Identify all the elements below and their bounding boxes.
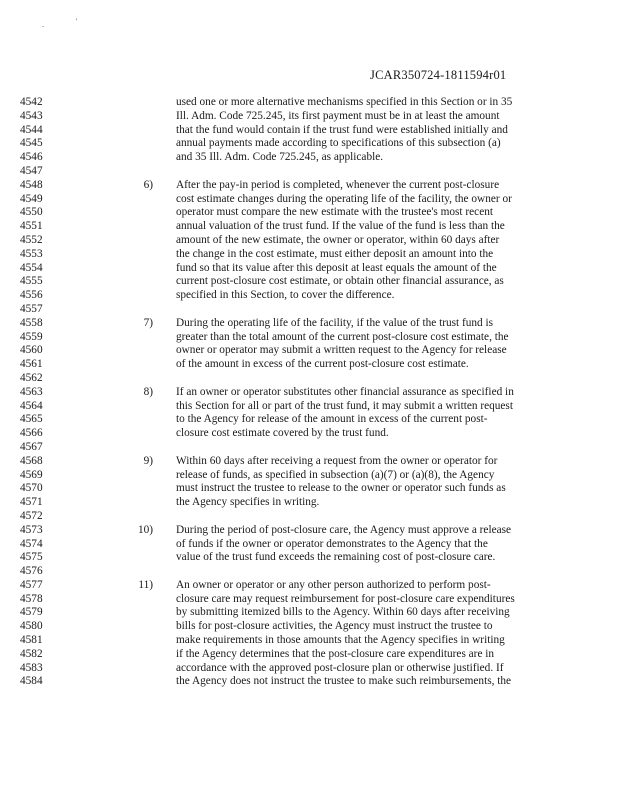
document-body (0, 96, 618, 689)
line-number: 4575 (20, 551, 43, 564)
document-line (0, 151, 618, 165)
document-line (0, 248, 618, 262)
document-line (0, 331, 618, 345)
line-number: 4563 (20, 385, 43, 398)
line-text: if the Agency determines that the post-closure care expenditures are in (176, 647, 495, 660)
line-text: the Agency does not instruct the trustee to make such reimbursements, the (176, 675, 512, 688)
document-line (0, 662, 618, 676)
document-line (0, 551, 618, 565)
line-number: 4549 (20, 192, 43, 205)
document-line (0, 648, 618, 662)
document-line (0, 606, 618, 620)
line-text: the Agency specifies in writing. (176, 496, 320, 509)
document-line (0, 303, 618, 317)
line-text: If an owner or operator substitutes other financial assurance as specified in (176, 385, 514, 398)
line-text: Within 60 days after receiving a request from the owner or operator for (176, 454, 498, 467)
line-number: 4574 (20, 537, 43, 550)
line-text: During the operating life of the facility, if the value of the trust fund is (176, 316, 494, 329)
line-text: used one or more alternative mechanisms specified in this Section or in 35 (176, 96, 513, 108)
document-line (0, 220, 618, 234)
line-text: of the amount in excess of the current post-closure cost estimate. (176, 358, 469, 371)
scan-mark: . (42, 20, 44, 29)
line-text: annual valuation of the trust fund. If the value of the fund is less than the (176, 220, 505, 233)
line-number: 4551 (20, 220, 43, 233)
document-line (0, 620, 618, 634)
line-number: 4569 (20, 468, 43, 481)
document-line (0, 96, 618, 110)
document-line (0, 234, 618, 248)
line-text: and 35 Ill. Adm. Code 725.245, as applicable. (176, 151, 384, 164)
document-line (0, 165, 618, 179)
line-number: 4550 (20, 206, 43, 219)
document-line (0, 441, 618, 455)
line-text: bills for post-closure activities, the Agency must instruct the trustee to (176, 620, 493, 633)
document-line (0, 262, 618, 276)
line-number: 4570 (20, 482, 43, 495)
line-number: 4572 (20, 509, 43, 522)
document-line (0, 538, 618, 552)
line-number: 4584 (20, 675, 43, 688)
line-text: specified in this Section, to cover the difference. (176, 289, 395, 302)
line-number: 4583 (20, 661, 43, 674)
document-line (0, 413, 618, 427)
line-number: 4565 (20, 413, 43, 426)
document-line (0, 344, 618, 358)
document-line (0, 524, 618, 538)
line-text: make requirements in those amounts that the Agency specifies in writing (176, 634, 505, 647)
document-line (0, 206, 618, 220)
document-line (0, 455, 618, 469)
line-number: 4567 (20, 440, 43, 453)
document-line (0, 400, 618, 414)
line-number: 4546 (20, 151, 43, 164)
line-text: current post-closure cost estimate, or obtain other financial assurance, as (176, 275, 504, 288)
document-line (0, 565, 618, 579)
line-text: During the period of post-closure care, the Agency must approve a release (176, 523, 512, 536)
line-number: 4564 (20, 399, 43, 412)
document-line (0, 675, 618, 689)
document-line (0, 372, 618, 386)
line-number: 4579 (20, 606, 43, 619)
line-number: 4556 (20, 289, 43, 302)
line-text: of funds if the owner or operator demonstrates to the Agency that the (176, 537, 488, 550)
line-number: 4554 (20, 261, 43, 274)
line-text: fund so that its value after this deposit at least equals the amount of the (176, 261, 497, 274)
subsection-label: 7) (143, 316, 153, 329)
line-text: to the Agency for release of the amount in excess of the current post- (176, 413, 488, 426)
subsection-label: 6) (143, 178, 153, 191)
document-line (0, 317, 618, 331)
line-text: closure care may request reimbursement for post-closure care expenditures (176, 592, 515, 605)
document-id: JCAR350724-1811594r01 (370, 68, 507, 82)
line-number: 4582 (20, 647, 43, 660)
line-number: 4560 (20, 344, 43, 357)
line-number: 4557 (20, 302, 43, 315)
document-line (0, 358, 618, 372)
line-number: 4548 (20, 178, 43, 191)
line-text: accordance with the approved post-closure plan or otherwise justified. If (176, 661, 504, 674)
line-text: annual payments made according to specifications of this subsection (a) (176, 137, 501, 150)
subsection-label: 9) (143, 454, 153, 467)
line-text: this Section for all or part of the trust fund, it may submit a written request (176, 399, 513, 412)
document-line (0, 386, 618, 400)
line-number: 4544 (20, 123, 43, 136)
line-text: operator must compare the new estimate with the trustee's most recent (176, 206, 493, 219)
line-text: by submitting itemized bills to the Agency. Within 60 days after receiving (176, 606, 510, 619)
document-line (0, 427, 618, 441)
line-number: 4562 (20, 371, 43, 384)
line-text: closure cost estimate covered by the trust fund. (176, 427, 389, 440)
line-text: owner or operator may submit a written request to the Agency for release (176, 344, 507, 357)
line-number: 4545 (20, 137, 43, 150)
line-text: release of funds, as specified in subsection (a)(7) or (a)(8), the Agency (176, 468, 495, 481)
line-number: 4568 (20, 454, 43, 467)
line-number: 4580 (20, 620, 43, 633)
document-line (0, 496, 618, 510)
document-line (0, 179, 618, 193)
line-text: After the pay-in period is completed, whenever the current post-closure (176, 178, 500, 191)
line-text: cost estimate changes during the operating life of the facility, the owner or (176, 192, 512, 205)
document-line (0, 193, 618, 207)
line-number: 4559 (20, 330, 43, 343)
line-number: 4576 (20, 565, 43, 578)
scan-mark: ' (76, 17, 78, 26)
line-number: 4573 (20, 523, 43, 536)
line-text: An owner or operator or any other person authorized to perform post- (176, 578, 491, 591)
subsection-label: 8) (143, 385, 153, 398)
line-number: 4552 (20, 233, 43, 246)
line-number: 4571 (20, 496, 43, 509)
line-text: greater than the total amount of the current post-closure cost estimate, the (176, 330, 509, 343)
document-line (0, 593, 618, 607)
subsection-label: 10) (137, 523, 153, 536)
line-text: must instruct the trustee to release to the owner or operator such funds as (176, 482, 506, 495)
subsection-label: 11) (138, 578, 153, 591)
line-text: amount of the new estimate, the owner or operator, within 60 days after (176, 233, 500, 246)
line-number: 4543 (20, 109, 43, 122)
document-line (0, 579, 618, 593)
document-line (0, 124, 618, 138)
line-text: Ill. Adm. Code 725.245, its first payment must be in at least the amount (176, 109, 500, 122)
document-line (0, 275, 618, 289)
line-number: 4561 (20, 358, 43, 371)
line-text: the change in the cost estimate, must either deposit an amount into the (176, 247, 494, 260)
line-number: 4555 (20, 275, 43, 288)
line-number: 4553 (20, 247, 43, 260)
line-number: 4581 (20, 634, 43, 647)
document-line (0, 110, 618, 124)
line-text: that the fund would contain if the trust fund were established initially and (176, 123, 508, 136)
line-text: value of the trust fund exceeds the remaining cost of post-closure care. (176, 551, 496, 564)
document-line (0, 634, 618, 648)
document-line (0, 510, 618, 524)
line-number: 4547 (20, 164, 43, 177)
document-line (0, 469, 618, 483)
document-line (0, 482, 618, 496)
line-number: 4577 (20, 578, 43, 591)
line-number: 4558 (20, 316, 43, 329)
line-number: 4566 (20, 427, 43, 440)
line-number: 4542 (20, 96, 43, 108)
document-line (0, 137, 618, 151)
document-line (0, 289, 618, 303)
line-number: 4578 (20, 592, 43, 605)
